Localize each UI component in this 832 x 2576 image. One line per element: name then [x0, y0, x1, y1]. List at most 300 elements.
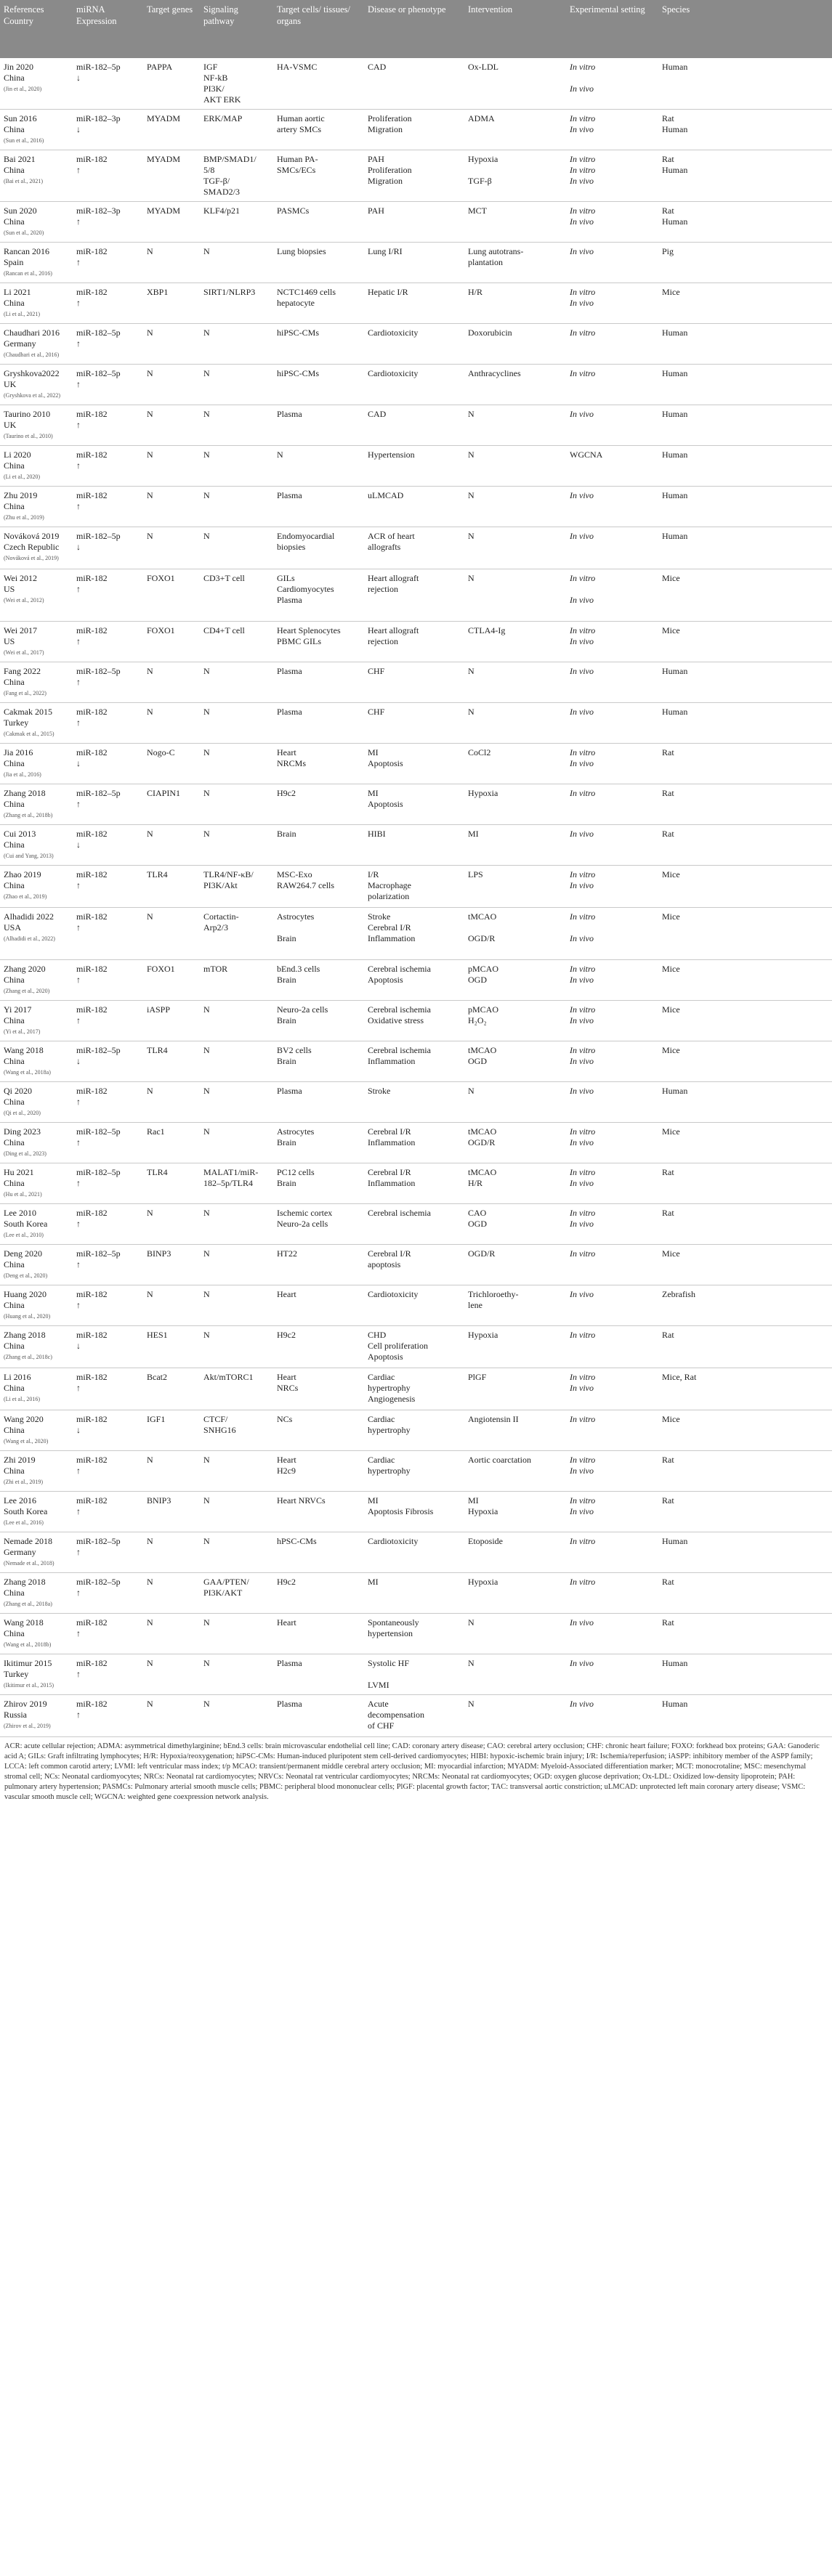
intervention-cell [464, 243, 566, 283]
reference-cell [0, 58, 73, 110]
intervention-cell [464, 324, 566, 365]
reference-cell [0, 1204, 73, 1245]
pathway-value: N [203, 1208, 210, 1218]
disease-value: Apoptosis [368, 975, 403, 985]
disease-value: PAH [368, 154, 384, 164]
reference-name: Cakmak 2015 [4, 707, 52, 717]
mirna-name: miR-182–3p [76, 113, 121, 123]
disease-value: hypertrophy [368, 1383, 411, 1393]
mirna-name: miR-182–5p [76, 328, 121, 338]
expression-arrow-icon: ↑ [76, 257, 81, 267]
citation[interactable]: (Cui and Yang, 2013) [4, 853, 54, 859]
table-footnote: ACR: acute cellular rejection; ADMA: asymmetrical dimethylarginine; bEnd.3 cells: brain microvascular endothelial cell line; CAD: coronary artery disease; CAO: cerebral artery occlusion; CHF: chronic heart failure; FOXO: forkhead box proteins; GAA: Ganoderic acid A; GILs: Graft infiltrating lymphocytes; H/R: Hypoxia/reoxygenation; hiPSC-CMs: Human-induced pluripotent stem cell-derived cardiomyocytes; HIBI: hypoxic-ischemic brain injury; I/R: Ischemia/reperfusion; iASPP: inhibitory member of the ASPP family; LCCA: left common carotid artery; LVMI: left ventricular mass index; t/p MCAO: transient/permanent middle cerebral artery occlusion; MI: myocardial infarction; MYADM: Myeloid-Associated differentiation marker; MCT: monocrotaline; MSC: mesenchymal stromal cell; NCs: Neonatal cardiomyocytes; NRCs: Neonatal rat cardiomyocytes; NRVCs: Neonatal rat ventricular cardiomyocytes; NRCMs: Neonatal rat cardiomyocytes; OGD: oxygen glucose deprivation; Ox-LDL: Oxidized low-density lipoprotein; PAH: pulmonary artery hypertension; PASMCs: Pulmonary arterial smooth muscle cells; PBMC: peripheral blood mononuclear cells; PlGF: placental growth factor; TAC: transversal aortic constriction; uLMCAD: unprotected left main coronary artery disease; VSMC: vascular smooth muscle cell; WGCNA: weighted gene coexpression network analysis. [4, 1742, 820, 1801]
disease-cell [364, 1492, 464, 1532]
citation[interactable]: (Li et al., 2020) [4, 474, 40, 480]
gene-value: Rac1 [147, 1126, 165, 1137]
setting-value [570, 584, 655, 595]
disease-value: allografts [368, 542, 401, 552]
expression-arrow-icon: ↑ [76, 338, 81, 349]
pathway-value: N [203, 1699, 210, 1709]
gene-value: FOXO1 [147, 625, 175, 635]
intervention-value: Ox-LDL [468, 62, 498, 72]
mirna-cell [73, 622, 143, 662]
gene-cell [143, 527, 200, 569]
intervention-cell [464, 1285, 566, 1326]
cell-cell [273, 1326, 364, 1368]
species-cell [658, 324, 832, 365]
cell-cell [273, 662, 364, 703]
table-row [0, 283, 832, 324]
reference-name: Qi 2020 [4, 1086, 32, 1096]
species-value: Rat [662, 747, 674, 757]
cell-value: Brain [277, 975, 296, 985]
table-row [0, 908, 832, 960]
citation[interactable]: (Li et al., 2021) [4, 311, 40, 317]
setting-value: In vitro [570, 1495, 596, 1506]
species-value: Rat [662, 206, 674, 216]
table-row [0, 1041, 832, 1082]
citation[interactable]: (Zhu et al., 2019) [4, 514, 44, 521]
cell-value: MSC-Exo [277, 869, 312, 879]
species-value: Mice [662, 625, 680, 635]
disease-cell [364, 866, 464, 908]
citation[interactable]: (Huang et al., 2020) [4, 1313, 51, 1320]
setting-cell [566, 1326, 658, 1368]
expression-arrow-icon: ↑ [76, 1710, 81, 1720]
species-value: Rat [662, 1330, 674, 1340]
gene-value: N [147, 707, 153, 717]
gene-cell [143, 283, 200, 324]
citation[interactable]: (Chaudhari et al., 2016) [4, 352, 60, 358]
table-row [0, 1532, 832, 1573]
disease-value: apoptosis [368, 1259, 401, 1269]
mirna-name: miR-182–5p [76, 1248, 121, 1259]
citation[interactable]: (Alhadidi et al., 2022) [4, 935, 55, 942]
intervention-value: Doxorubicin [468, 328, 512, 338]
pathway-value: SIRT1/NLRP3 [203, 287, 256, 297]
expression-arrow-icon: ↑ [76, 460, 81, 471]
cell-value: Brain [277, 1015, 296, 1025]
citation[interactable]: (Zhang et al., 2018a) [4, 1601, 52, 1607]
disease-value: Inflammation [368, 1056, 416, 1066]
citation[interactable]: (Wei et al., 2017) [4, 649, 44, 656]
reference-name: Zhirov 2019 [4, 1699, 47, 1709]
pathway-value: N [203, 1004, 210, 1015]
pathway-cell [200, 110, 273, 150]
intervention-value: N [468, 666, 474, 676]
citation[interactable]: (Wei et al., 2012) [4, 597, 44, 604]
citation[interactable]: (Bai et al., 2021) [4, 178, 43, 184]
cell-cell [273, 1082, 364, 1123]
cell-cell [273, 622, 364, 662]
pathway-cell [200, 202, 273, 243]
species-value: Pig [662, 246, 674, 256]
reference-name: Wei 2017 [4, 625, 38, 635]
mirna-cell [73, 1245, 143, 1285]
citation[interactable]: (Wang et al., 2018b) [4, 1641, 52, 1648]
cell-cell [273, 1285, 364, 1326]
disease-value: HIBI [368, 829, 386, 839]
citation[interactable]: (Nováková et al., 2019) [4, 555, 59, 561]
disease-value: rejection [368, 636, 398, 646]
pathway-value: N [203, 1248, 210, 1259]
expression-arrow-icon: ↑ [76, 677, 81, 687]
pathway-cell [200, 1614, 273, 1654]
expression-arrow-icon: ↓ [76, 1425, 81, 1435]
setting-cell [566, 1123, 658, 1163]
cell-value: Heart Splenocytes [277, 625, 341, 635]
citation[interactable]: (Gryshkova et al., 2022) [4, 392, 60, 399]
species-cell [658, 703, 832, 744]
cell-value: HA-VSMC [277, 62, 318, 72]
cell-cell [273, 150, 364, 202]
citation[interactable]: (Zhao et al., 2019) [4, 893, 47, 900]
mirna-name: miR-182 [76, 1208, 108, 1218]
citation[interactable]: (Taurino et al., 2010) [4, 433, 53, 439]
citation[interactable]: (Nemade et al., 2018) [4, 1560, 54, 1567]
pathway-cell [200, 243, 273, 283]
species-value: Rat [662, 1577, 674, 1587]
reference-cell [0, 1492, 73, 1532]
reference-country: Czech Republic [4, 542, 60, 552]
species-cell [658, 1654, 832, 1695]
species-value: Mice [662, 1045, 680, 1055]
species-value: Human [662, 368, 688, 378]
gene-cell [143, 1368, 200, 1410]
disease-value: Heart allograft [368, 625, 419, 635]
reference-country: China [4, 975, 25, 985]
disease-value: Lung I/RI [368, 246, 403, 256]
setting-value: In vitro [570, 368, 596, 378]
gene-value: FOXO1 [147, 573, 175, 583]
intervention-cell [464, 1082, 566, 1123]
reference-country: China [4, 165, 25, 175]
setting-value: In vivo [570, 1015, 594, 1025]
pathway-cell [200, 1492, 273, 1532]
expression-arrow-icon: ↑ [76, 1628, 81, 1638]
reference-cell [0, 283, 73, 324]
setting-value: In vitro [570, 62, 596, 72]
mirna-name: miR-182 [76, 1495, 108, 1506]
reference-cell [0, 569, 73, 622]
cell-value: Heart [277, 747, 296, 757]
species-value: Mice [662, 1126, 680, 1137]
intervention-cell [464, 527, 566, 569]
intervention-cell [464, 1451, 566, 1492]
reference-country: South Korea [4, 1506, 48, 1516]
setting-value: In vitro [570, 287, 596, 297]
reference-country: Germany [4, 1547, 36, 1557]
disease-cell [364, 1245, 464, 1285]
species-value: Mice [662, 573, 680, 583]
reference-country: China [4, 677, 25, 687]
species-cell [658, 908, 832, 960]
expression-arrow-icon: ↓ [76, 758, 81, 768]
setting-value: In vivo [570, 84, 594, 94]
pathway-cell [200, 866, 273, 908]
species-value: Rat [662, 154, 674, 164]
setting-cell [566, 569, 658, 622]
reference-name: Chaudhari 2016 [4, 328, 60, 338]
cell-cell [273, 1041, 364, 1082]
setting-cell [566, 1204, 658, 1245]
cell-value: Plasma [277, 1086, 302, 1096]
reference-name: Wang 2018 [4, 1617, 44, 1628]
species-cell [658, 283, 832, 324]
species-value: Mice, Rat [662, 1372, 697, 1382]
pathway-cell [200, 960, 273, 1001]
pathway-cell [200, 1410, 273, 1451]
pathway-value: CTCF/ [203, 1414, 228, 1424]
reference-cell [0, 784, 73, 825]
setting-value: WGCNA [570, 450, 603, 460]
citation[interactable]: (Hu et al., 2021) [4, 1191, 42, 1198]
citation[interactable]: (Zhirov et al., 2019) [4, 1723, 51, 1729]
gene-cell [143, 622, 200, 662]
setting-value: In vivo [570, 1219, 594, 1229]
gene-value: TLR4 [147, 1167, 168, 1177]
cell-cell [273, 324, 364, 365]
mirna-cell [73, 1285, 143, 1326]
setting-value: In vivo [570, 933, 594, 943]
table-row [0, 110, 832, 150]
setting-value: In vivo [570, 124, 594, 134]
citation[interactable]: (Zhang et al., 2018b) [4, 812, 53, 818]
reference-name: Li 2021 [4, 287, 31, 297]
mirna-cell [73, 1654, 143, 1695]
setting-value: In vitro [570, 1248, 596, 1259]
disease-value: Heart allograft [368, 573, 419, 583]
reference-cell [0, 1410, 73, 1451]
disease-value: Migration [368, 124, 403, 134]
reference-name: Wang 2020 [4, 1414, 44, 1424]
reference-country: China [4, 1056, 25, 1066]
pathway-value: MALAT1/miR- [203, 1167, 259, 1177]
gene-cell [143, 1123, 200, 1163]
table-row [0, 58, 832, 110]
citation[interactable]: (Sun et al., 2016) [4, 137, 44, 144]
reference-country: Russia [4, 1710, 28, 1720]
intervention-value: ADMA [468, 113, 495, 123]
citation[interactable]: (Ding et al., 2023) [4, 1150, 47, 1157]
disease-value: rejection [368, 584, 398, 594]
reference-country: China [4, 501, 25, 511]
expression-arrow-icon: ↑ [76, 1259, 81, 1269]
setting-cell [566, 1654, 658, 1695]
citation[interactable]: (Wang et al., 2020) [4, 1438, 49, 1445]
setting-value: In vivo [570, 1658, 594, 1668]
citation[interactable]: (Sun et al., 2020) [4, 229, 44, 236]
pathway-cell [200, 825, 273, 866]
gene-value: N [147, 1536, 153, 1546]
intervention-value: Angiotensin II [468, 1414, 519, 1424]
species-cell [658, 1082, 832, 1123]
reference-country: US [4, 636, 15, 646]
disease-value: LVMI [368, 1680, 389, 1690]
citation[interactable]: (Fang et al., 2022) [4, 690, 47, 696]
species-cell [658, 1532, 832, 1573]
gene-value: FOXO1 [147, 964, 175, 974]
pathway-cell [200, 908, 273, 960]
pathway-value: N [203, 1617, 210, 1628]
disease-value: hypertension [368, 1628, 413, 1638]
mirna-cell [73, 1695, 143, 1737]
gene-value: Bcat2 [147, 1372, 167, 1382]
setting-cell [566, 283, 658, 324]
citation[interactable]: (Rancan et al., 2016) [4, 270, 52, 277]
citation[interactable]: (Jin et al., 2020) [4, 86, 42, 92]
setting-value: In vivo [570, 176, 594, 186]
pathway-cell [200, 487, 273, 527]
cell-value: NCTC1469 cells [277, 287, 336, 297]
disease-value: Inflammation [368, 1137, 416, 1147]
reference-country: South Korea [4, 1219, 48, 1229]
pathway-cell [200, 1123, 273, 1163]
cell-cell [273, 825, 364, 866]
intervention-value: LPS [468, 869, 483, 879]
reference-cell [0, 150, 73, 202]
citation[interactable]: (Lee et al., 2010) [4, 1232, 44, 1238]
pathway-cell [200, 1285, 273, 1326]
setting-value: In vitro [570, 1455, 596, 1465]
cell-cell [273, 1001, 364, 1041]
mirna-name: miR-182 [76, 409, 108, 419]
citation[interactable]: (Cakmak et al., 2015) [4, 731, 54, 737]
table-row [0, 1695, 832, 1737]
reference-name: Hu 2021 [4, 1167, 34, 1177]
pathway-value: PI3K/AKT [203, 1588, 243, 1598]
gene-value: N [147, 666, 153, 676]
citation[interactable]: (Deng et al., 2020) [4, 1272, 48, 1279]
citation[interactable]: (Wang et al., 2018a) [4, 1069, 51, 1076]
cell-cell [273, 1245, 364, 1285]
citation[interactable]: (Li et al., 2016) [4, 1396, 40, 1402]
reference-country: China [4, 758, 25, 768]
intervention-value: Hypoxia [468, 154, 498, 164]
reference-country: China [4, 799, 25, 809]
cell-value: NRCMs [277, 758, 307, 768]
reference-country: China [4, 1259, 25, 1269]
species-value: Human [662, 450, 688, 460]
setting-cell [566, 150, 658, 202]
table-row [0, 1368, 832, 1410]
disease-value: Migration [368, 176, 403, 186]
mirna-name: miR-182 [76, 450, 108, 460]
species-cell [658, 662, 832, 703]
reference-cell [0, 866, 73, 908]
setting-value: In vivo [570, 531, 594, 541]
setting-value: In vitro [570, 165, 596, 175]
setting-value: In vivo [570, 409, 594, 419]
cell-value: GILs [277, 573, 295, 583]
intervention-cell [464, 58, 566, 110]
cell-value: H9c2 [277, 1577, 296, 1587]
gene-cell [143, 825, 200, 866]
intervention-cell [464, 1654, 566, 1695]
expression-arrow-icon: ↑ [76, 1300, 81, 1310]
table-row [0, 1245, 832, 1285]
citation[interactable]: (Zhi et al., 2019) [4, 1479, 43, 1485]
species-value: Human [662, 490, 688, 500]
disease-cell [364, 1573, 464, 1614]
mirna-cell [73, 744, 143, 784]
citation[interactable]: (Ikitimur et al., 2015) [4, 1682, 54, 1689]
setting-cell [566, 1245, 658, 1285]
mirna-name: miR-182 [76, 154, 108, 164]
cell-value: H9c2 [277, 788, 296, 798]
citation[interactable]: (Qi et al., 2020) [4, 1110, 41, 1116]
expression-arrow-icon: ↑ [76, 1097, 81, 1107]
expression-arrow-icon: ↑ [76, 1219, 81, 1229]
citation[interactable]: (Lee et al., 2016) [4, 1519, 44, 1526]
gene-cell [143, 866, 200, 908]
citation[interactable]: (Yi et al., 2017) [4, 1028, 41, 1035]
pathway-value: TGF-β/ [203, 176, 230, 186]
mirna-cell [73, 1082, 143, 1123]
disease-cell [364, 908, 464, 960]
reference-name: Jia 2016 [4, 747, 33, 757]
citation[interactable]: (Zhang et al., 2020) [4, 988, 50, 994]
intervention-value: plantation [468, 257, 503, 267]
species-value: Mice [662, 869, 680, 879]
pathway-cell [200, 1654, 273, 1695]
table-row [0, 405, 832, 446]
citation[interactable]: (Jia et al., 2016) [4, 771, 41, 778]
mirna-name: miR-182 [76, 707, 108, 717]
gene-cell [143, 1695, 200, 1737]
expression-arrow-icon: ↑ [76, 1506, 81, 1516]
intervention-cell [464, 446, 566, 487]
mirna-name: miR-182 [76, 1414, 108, 1424]
disease-value: CHF [368, 666, 385, 676]
pathway-value: N [203, 450, 210, 460]
expression-arrow-icon: ↑ [76, 1669, 81, 1679]
table-row [0, 1204, 832, 1245]
disease-value: decompensation [368, 1710, 424, 1720]
species-value: Rat [662, 113, 674, 123]
reference-cell [0, 1163, 73, 1204]
species-cell [658, 1368, 832, 1410]
expression-arrow-icon: ↓ [76, 542, 81, 552]
expression-arrow-icon: ↓ [76, 1056, 81, 1066]
intervention-value: lene [468, 1300, 482, 1310]
cell-value: Human aortic [277, 113, 325, 123]
citation[interactable]: (Zhang et al., 2018c) [4, 1354, 52, 1360]
pathway-cell [200, 527, 273, 569]
cell-cell [273, 446, 364, 487]
mirna-name: miR-182 [76, 1455, 108, 1465]
pathway-cell [200, 1326, 273, 1368]
expression-arrow-icon: ↑ [76, 1466, 81, 1476]
setting-value: In vivo [570, 1178, 594, 1188]
disease-value: Cardiotoxicity [368, 1289, 419, 1299]
mirna-cell [73, 487, 143, 527]
reference-cell [0, 1041, 73, 1082]
gene-cell [143, 662, 200, 703]
setting-value: In vitro [570, 113, 596, 123]
reference-cell [0, 1123, 73, 1163]
gene-cell [143, 1245, 200, 1285]
mirna-cell [73, 866, 143, 908]
reference-cell [0, 1001, 73, 1041]
reference-name: Zhang 2018 [4, 1330, 46, 1340]
cell-value: N [277, 450, 283, 460]
header-disease: Disease or phenotype [364, 0, 464, 58]
disease-cell [364, 1368, 464, 1410]
disease-value: Stroke [368, 1086, 391, 1096]
cell-value: Lung biopsies [277, 246, 326, 256]
cell-value: Astrocytes [277, 911, 315, 922]
